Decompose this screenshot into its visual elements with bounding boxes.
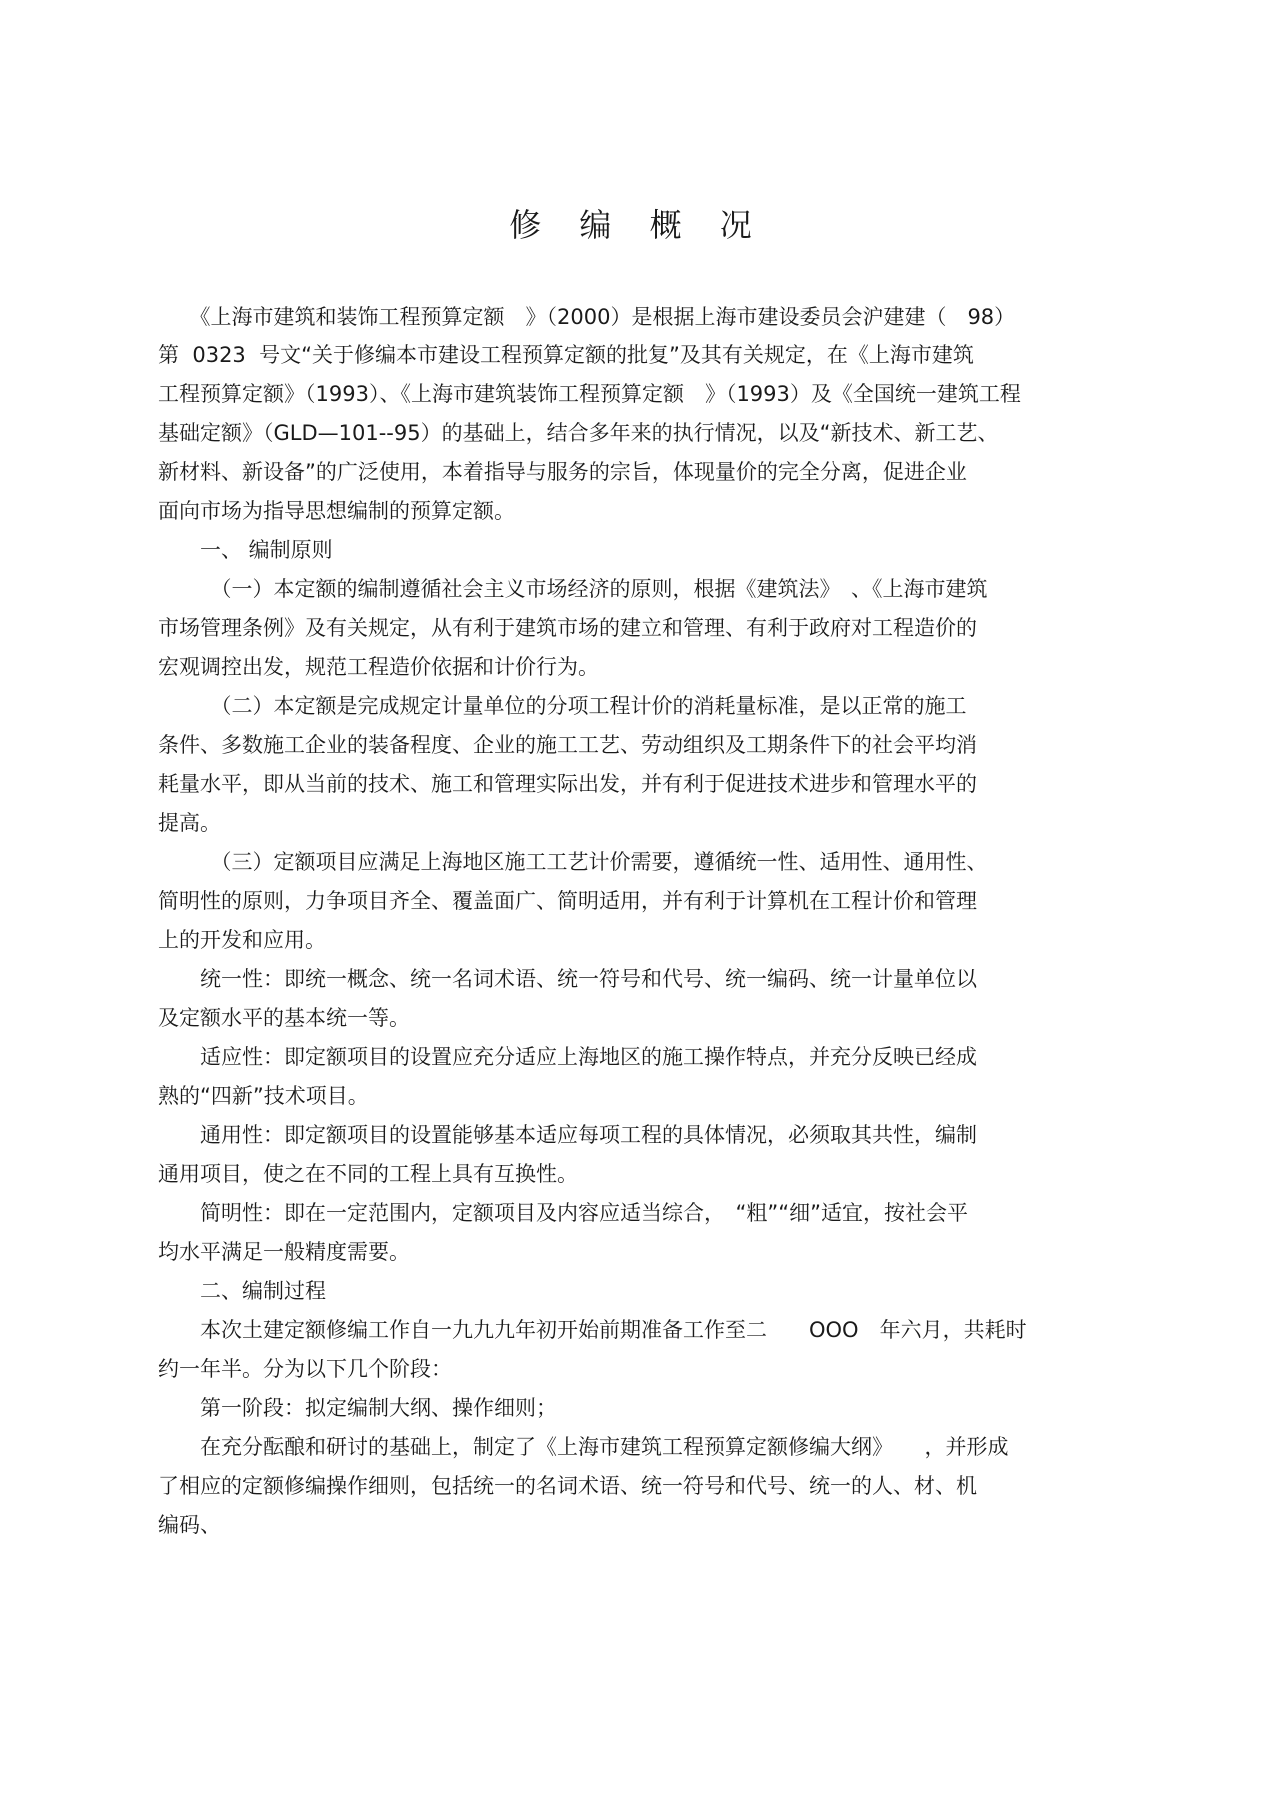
paragraph-line: （一）本定额的编制遵循社会主义市场经济的原则，根据《建筑法》 、《上海市建筑 [158,577,988,601]
paragraph-line: 及定额水平的基本统一等。 [158,1006,410,1030]
paragraph-line: 提高。 [158,811,221,835]
paragraph-line: 条件、多数施工企业的装备程度、企业的施工工艺、劳动组织及工期条件下的社会平均消 [158,733,977,757]
section-heading: 一、 编制原则 [158,538,333,562]
paragraph-line: （三）定额项目应满足上海地区施工工艺计价需要，遵循统一性、适用性、通用性、 [158,850,988,874]
paragraph-line: 第 0323 号文“关于修编本市建设工程预算定额的批复”及其有关规定，在《上海市建筑 [158,343,974,367]
paragraph-line: 上的开发和应用。 [158,928,326,952]
paragraph-line: 熟的“四新”技术项目。 [158,1084,369,1108]
document-title: 修 编 概 况 [509,206,766,244]
paragraph-line: 编码、 [158,1513,221,1537]
paragraph-line: 简明性：即在一定范围内，定额项目及内容应适当综合， “粗”“细”适宜，按社会平 [158,1201,969,1225]
paragraph-line: 第一阶段：拟定编制大纲、操作细则； [158,1396,557,1420]
section-heading: 二、编制过程 [158,1279,326,1303]
paragraph-line: 耗量水平，即从当前的技术、施工和管理实际出发，并有利于促进技术进步和管理水平的 [158,772,977,796]
paragraph-line: 在充分酝酿和研讨的基础上，制定了《上海市建筑工程预算定额修编大纲》 ，并形成 [158,1435,1009,1459]
paragraph-line: 均水平满足一般精度需要。 [158,1240,410,1264]
paragraph-line: 统一性：即统一概念、统一名词术语、统一符号和代号、统一编码、统一计量单位以 [158,967,977,991]
paragraph-line: 基础定额》（GLD—101--95）的基础上，结合多年来的执行情况，以及“新技术、新工艺、 [158,421,999,445]
paragraph-line: 《上海市建筑和装饰工程预算定额 》（2000）是根据上海市建设委员会沪建建（ 98） [158,305,1016,329]
paragraph-line: 市场管理条例》及有关规定，从有利于建筑市场的建立和管理、有利于政府对工程造价的 [158,616,977,640]
paragraph-line: 约一年半。分为以下几个阶段： [158,1357,452,1381]
paragraph-line: 了相应的定额修编操作细则，包括统一的名词术语、统一符号和代号、统一的人、材、机 [158,1474,977,1498]
paragraph-line: （二）本定额是完成规定计量单位的分项工程计价的消耗量标准，是以正常的施工 [158,694,967,718]
paragraph-line: 新材料、新设备”的广泛使用，本着指导与服务的宗旨，体现量价的完全分离，促进企业 [158,460,967,484]
paragraph-line: 面向市场为指导思想编制的预算定额。 [158,499,515,523]
paragraph-line: 工程预算定额》（1993）、《上海市建筑装饰工程预算定额 》（1993）及《全国统一建筑工程 [158,382,1021,406]
paragraph-line: 通用项目，使之在不同的工程上具有互换性。 [158,1162,578,1186]
paragraph-line: 适应性：即定额项目的设置应充分适应上海地区的施工操作特点，并充分反映已经成 [158,1045,977,1069]
paragraph-line: 通用性：即定额项目的设置能够基本适应每项工程的具体情况，必须取其共性，编制 [158,1123,977,1147]
paragraph-line: 简明性的原则，力争项目齐全、覆盖面广、简明适用，并有利于计算机在工程计价和管理 [158,889,977,913]
paragraph-line: 本次土建定额修编工作自一九九九年初开始前期准备工作至二 OOO 年六月，共耗时 [158,1318,1027,1342]
paragraph-line: 宏观调控出发，规范工程造价依据和计价行为。 [158,655,599,679]
